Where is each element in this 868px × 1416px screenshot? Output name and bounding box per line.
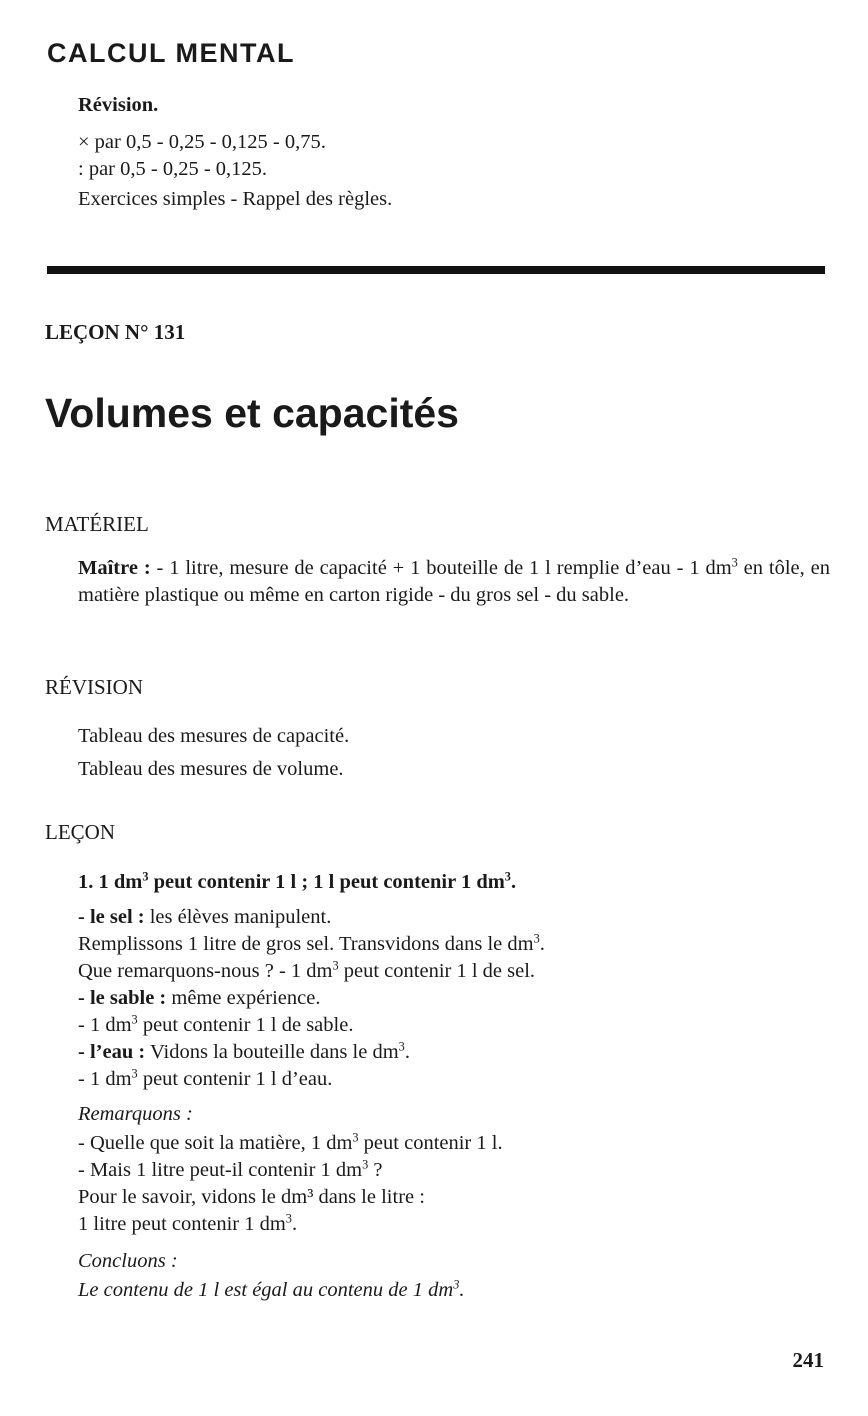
remarque-line-3: Pour le savoir, vidons le dm³ dans le litre : xyxy=(78,1186,425,1208)
lesson-number: LEÇON N° 131 xyxy=(45,320,186,344)
section-divider xyxy=(47,266,825,274)
lecon-line-remplissons: Remplissons 1 litre de gros sel. Transvidons dans le $dm^3$. xyxy=(78,931,545,955)
lecon-heading: LEÇON xyxy=(45,820,115,844)
calcul-line-exercises: Exercices simples - Rappel des règles. xyxy=(78,188,393,210)
lecon-line-sel: - le sel : les élèves manipulent. xyxy=(78,906,332,928)
lecon-line-eau-result: - 1 $dm^3$ peut contenir 1 l d’eau. xyxy=(78,1066,333,1090)
lecon-line-sable-result: - 1 $dm^3$ peut contenir 1 l de sable. xyxy=(78,1012,354,1036)
revision-subtitle: Révision. xyxy=(78,94,159,116)
calcul-line-divide: : par 0,5 - 0,25 - 0,125. xyxy=(78,158,268,180)
remarque-line-4: 1 litre peut contenir 1 $dm^3$. xyxy=(78,1211,298,1235)
materiel-heading: MATÉRIEL xyxy=(45,512,149,536)
revision-heading: RÉVISION xyxy=(45,675,143,699)
calcul-mental-title: CALCUL MENTAL xyxy=(47,38,295,68)
lecon-line-eau: - l’eau : Vidons la bouteille dans le $dm^3$. xyxy=(78,1039,410,1063)
concluons-label: Concluons : xyxy=(78,1250,178,1272)
revision-line-capacity: Tableau des mesures de capacité. xyxy=(78,725,350,747)
page-title: Volumes et capacités xyxy=(45,390,459,436)
page-number: 241 xyxy=(792,1348,824,1372)
revision-line-volume: Tableau des mesures de volume. xyxy=(78,758,344,780)
calcul-line-multiply: × par 0,5 - 0,25 - 0,125 - 0,75. xyxy=(78,131,326,153)
remarquons-label: Remarquons : xyxy=(78,1103,193,1125)
lecon-line-sable: - le sable : même expérience. xyxy=(78,987,321,1009)
lecon-point-title: 1. 1 $dm^3$ peut contenir 1 l ; 1 l peut contenir 1 $dm^3$. xyxy=(78,869,517,893)
lecon-line-remarquons-nous: Que remarquons-nous ? - 1 $dm^3$ peut contenir 1 l de sel. xyxy=(78,958,536,982)
conclusion-line: Le contenu de 1 l est égal au contenu de 1 $dm^3$. xyxy=(78,1277,465,1301)
remarque-line-1: - Quelle que soit la matière, 1 $dm^3$ peut contenir 1 l. xyxy=(78,1130,503,1154)
materiel-label: Maître : xyxy=(78,557,151,579)
remarque-line-2: - Mais 1 litre peut-il contenir 1 $dm^3$ ? xyxy=(78,1157,383,1181)
materiel-paragraph: Maître : - 1 litre, mesure de capacité + 1 bouteille de 1 l remplie d’eau - 1 $dm^3$ en tôle, en matière plastique ou même en carton rigide - du gros sel - du sable. xyxy=(78,555,830,606)
